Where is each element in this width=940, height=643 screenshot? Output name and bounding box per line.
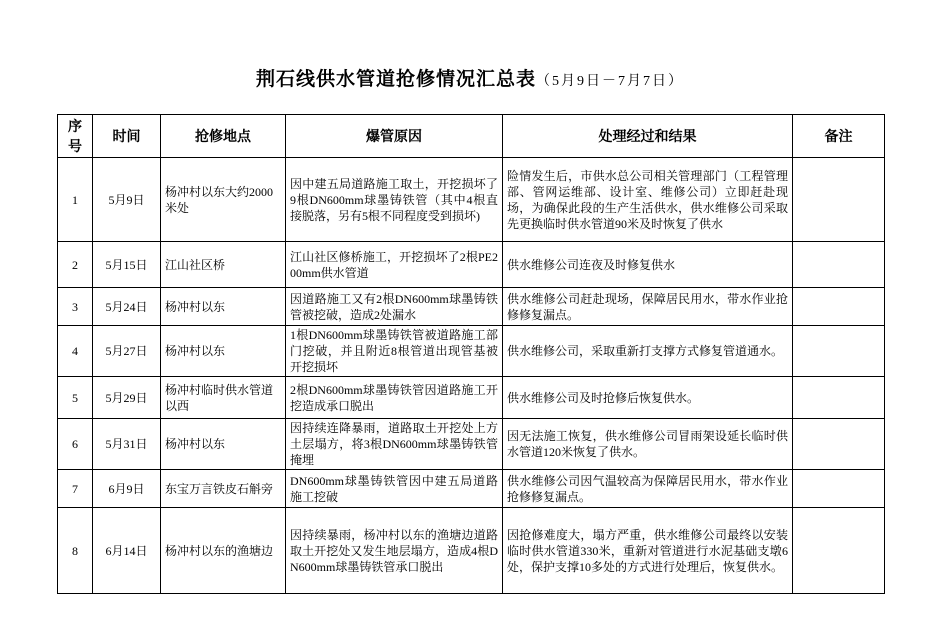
cell-location: 杨冲村以东的渔塘边 <box>161 508 286 594</box>
col-header-remark: 备注 <box>793 115 885 158</box>
cell-remark <box>793 508 885 594</box>
cell-number: 8 <box>58 508 93 594</box>
table-row <box>58 508 885 594</box>
table-row <box>58 326 885 377</box>
cell-time: 5月27日 <box>93 326 161 377</box>
cell-result: 供水维修公司及时抢修后恢复供水。 <box>503 377 793 419</box>
table-header-row <box>58 115 885 158</box>
cell-time: 6月14日 <box>93 508 161 594</box>
cell-cause: 因道路施工又有2根DN600mm球墨铸铁管被挖破，造成2处漏水 <box>286 288 503 326</box>
cell-time: 5月9日 <box>93 158 161 242</box>
cell-remark <box>793 419 885 470</box>
cell-location: 东宝万言铁皮石斛旁 <box>161 470 286 508</box>
table-row <box>58 470 885 508</box>
cell-cause: 2根DN600mm球墨铸铁管因道路施工开挖造成承口脱出 <box>286 377 503 419</box>
table-row <box>58 158 885 242</box>
cell-number: 5 <box>58 377 93 419</box>
cell-number: 7 <box>58 470 93 508</box>
cell-location: 杨冲村以东 <box>161 288 286 326</box>
cell-number: 3 <box>58 288 93 326</box>
cell-location: 江山社区桥 <box>161 242 286 288</box>
cell-result: 险情发生后，市供水总公司相关管理部门（工程管理部、管网运维部、设计室、维修公司）立即赶赴现场，为确保此段的生产生活供水，供水维修公司采取先更换临时供水管道90米及时恢复了供水 <box>503 158 793 242</box>
cell-number: 6 <box>58 419 93 470</box>
cell-cause: DN600mm球墨铸铁管因中建五局道路施工挖破 <box>286 470 503 508</box>
cell-location: 杨冲村以东 <box>161 326 286 377</box>
cell-location: 杨冲村以东 <box>161 419 286 470</box>
cell-result: 因抢修难度大，塌方严重，供水维修公司最终以安装临时供水管道330米，重新对管道进行水泥基础支墩6处，保护支撑10多处的方式进行处理后，恢复供水。 <box>503 508 793 594</box>
cell-remark <box>793 288 885 326</box>
cell-location: 杨冲村以东大约2000米处 <box>161 158 286 242</box>
cell-cause: 因持续连降暴雨，道路取土开挖处上方土层塌方，将3根DN600mm球墨铸铁管掩埋 <box>286 419 503 470</box>
cell-time: 5月31日 <box>93 419 161 470</box>
repair-summary-table <box>57 114 885 594</box>
col-header-time: 时间 <box>93 115 161 158</box>
cell-remark <box>793 326 885 377</box>
table-body <box>58 158 885 594</box>
cell-location: 杨冲村临时供水管道以西 <box>161 377 286 419</box>
page-title <box>0 56 940 93</box>
cell-result: 因无法施工恢复，供水维修公司冒雨架设延长临时供水管道120米恢复了供水。 <box>503 419 793 470</box>
table-row <box>58 288 885 326</box>
cell-cause: 江山社区修桥施工，开挖损坏了2根PE200mm供水管道 <box>286 242 503 288</box>
cell-time: 6月9日 <box>93 470 161 508</box>
table-row <box>58 377 885 419</box>
col-header-location: 抢修地点 <box>161 115 286 158</box>
cell-cause: 因持续暴雨，杨冲村以东的渔塘边道路取土开挖处又发生地层塌方，造成4根DN600mm球墨铸铁管承口脱出 <box>286 508 503 594</box>
cell-remark <box>793 158 885 242</box>
cell-result: 供水维修公司赶赴现场，保障居民用水，带水作业抢修修复漏点。 <box>503 288 793 326</box>
cell-result: 供水维修公司因气温较高为保障居民用水，带水作业抢修修复漏点。 <box>503 470 793 508</box>
cell-number: 1 <box>58 158 93 242</box>
cell-time: 5月29日 <box>93 377 161 419</box>
cell-remark <box>793 470 885 508</box>
cell-time: 5月15日 <box>93 242 161 288</box>
cell-remark <box>793 377 885 419</box>
page-title-main: 荆石线供水管道抢修情况汇总表 <box>255 69 536 90</box>
col-header-result: 处理经过和结果 <box>503 115 793 158</box>
cell-cause: 因中建五局道路施工取土，开挖损坏了9根DN600mm球墨铸铁管（其中4根直接脱落，另有5根不同程度受到损坏) <box>286 158 503 242</box>
page-title-date-range: （5月9日－7月7日） <box>536 74 684 89</box>
cell-number: 4 <box>58 326 93 377</box>
table-row <box>58 419 885 470</box>
cell-cause: 1根DN600mm球墨铸铁管被道路施工部门挖破，并且附近8根管道出现管基被开挖损坏 <box>286 326 503 377</box>
cell-number: 2 <box>58 242 93 288</box>
cell-result: 供水维修公司连夜及时修复供水 <box>503 242 793 288</box>
cell-remark <box>793 242 885 288</box>
table-row <box>58 242 885 288</box>
col-header-number: 序号 <box>58 115 93 158</box>
cell-time: 5月24日 <box>93 288 161 326</box>
cell-result: 供水维修公司，采取重新打支撑方式修复管道通水。 <box>503 326 793 377</box>
col-header-cause: 爆管原因 <box>286 115 503 158</box>
